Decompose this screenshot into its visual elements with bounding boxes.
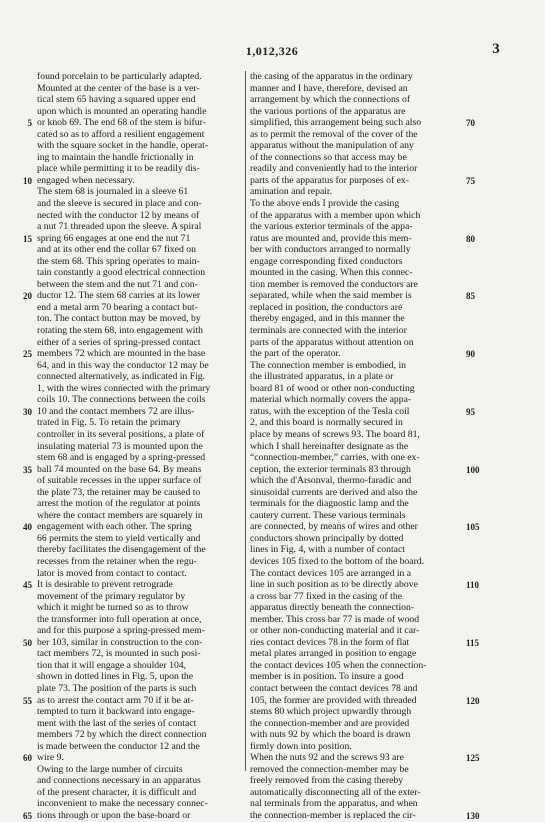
text-line: ball 74 mounted on the base 64. By means (37, 463, 202, 475)
text-line: The connection member is embodied, in (250, 359, 407, 371)
text-line: nal terminals from the apparatus, and when (250, 798, 418, 810)
line-number: 5 (27, 118, 32, 129)
text-line: are connected, by means of wires and other (250, 521, 418, 533)
text-line: is made between the conductor 12 and the (37, 740, 200, 752)
line-number: 125 (466, 753, 480, 764)
text-line: tempted to turn it backward into engage- (37, 706, 195, 718)
text-line: end a metal arm 70 bearing a contact but- (37, 301, 198, 313)
text-line: which it might be turned so as to throw (37, 602, 189, 614)
line-number: 65 (23, 811, 32, 822)
text-line: parts of the apparatus for purposes of ex- (250, 174, 409, 186)
text-line: tion that it will engage a shoulder 104, (37, 659, 187, 671)
text-line: arrangement by which the connections of (250, 94, 411, 106)
text-line: place by means of screws 93. The board 81, (250, 428, 420, 440)
text-line: and for this purpose a spring-pressed mem- (37, 625, 205, 637)
line-number: 10 (23, 175, 32, 186)
text-line: a cross bar 77 fixed in the casing of the (250, 590, 402, 602)
text-line: When the nuts 92 and the screws 93 are (250, 752, 404, 764)
text-line: ception, the exterior terminals 83 through (250, 463, 411, 475)
text-line: which the d'Arsonval, thermo-faradic and (250, 475, 412, 487)
page-number: 3 (492, 41, 500, 57)
text-line: the casing of the apparatus in the ordinary (250, 71, 413, 82)
text-line: replaced in position, the conductors are (250, 301, 403, 313)
text-line: 105, the former are provided with threaded (250, 694, 417, 706)
text-line: Owing to the large number of circuits (37, 763, 183, 775)
text-line: apparatus directly beneath the connection- (250, 602, 415, 614)
text-line: place while permitting it to be readily dis- (37, 163, 200, 175)
line-number: 40 (23, 522, 32, 533)
text-line: a nut 71 threaded upon the sleeve. A spiral (37, 221, 202, 233)
text-line: of suitable recesses in the upper surface of (37, 475, 202, 487)
text-line: members 72 by which the direct connection (37, 729, 207, 741)
text-line: the contact devices 105 when the connection- (250, 659, 427, 671)
line-number: 20 (23, 291, 32, 302)
text-line: ber with conductors arranged to normally (250, 244, 411, 256)
line-number: 35 (23, 464, 32, 475)
text-line: thereby engaged, and in this manner the (250, 313, 405, 325)
text-line: and at its other end the collar 67 fixed on (37, 244, 196, 256)
text-line: ratus, with the exception of the Tesla coil (250, 405, 410, 417)
line-number: 115 (466, 637, 480, 648)
left-text-column (37, 71, 243, 822)
text-line: sinusoidal currents are derived and also the (250, 486, 418, 498)
text-line: contact between the contact devices 78 and (250, 682, 418, 694)
text-line: either of a series of spring-pressed contact (37, 336, 201, 348)
text-line: which I shall hereinafter designate as the (250, 440, 409, 452)
text-line: members 72 which are mounted in the base (37, 348, 206, 360)
right-text-column (250, 71, 460, 822)
text-line: removed the connection-member may be (250, 763, 409, 775)
text-line: of the apparatus with a member upon which (250, 209, 421, 221)
text-line: readily and conveniently had to the interior (250, 163, 418, 175)
text-line: tact members 72, is mounted in such posi- (37, 648, 201, 660)
text-line: freely removed from the casing thereby (250, 775, 404, 787)
text-line: nected with the conductor 12 by means of (37, 209, 200, 221)
text-line: tion member is removed the conductors are (250, 278, 418, 290)
line-number: 75 (466, 175, 475, 186)
text-line: the stem 68. This spring operates to main- (37, 255, 200, 267)
text-line: stem 68 and is engaged by a spring-pressed (37, 452, 206, 464)
text-line: found porcelain to be particularly adapted. (37, 71, 202, 82)
text-line: with nuts 92 by which the board is drawn (250, 729, 411, 741)
text-line: cated so as to afford a resilient engagement (37, 128, 205, 140)
text-line: connected alternatively, as indicated in Fig. (37, 371, 206, 383)
text-line: material which normally covers the appa- (250, 394, 412, 406)
line-number: 85 (466, 291, 475, 302)
text-line: board 81 of wood or other non-conducting (250, 382, 415, 394)
text-line: upon which is mounted an operating handle (37, 105, 207, 117)
text-line: 10 and the contact members 72 are illus- (37, 405, 195, 417)
text-line: arrest the motion of the regulator at points (37, 498, 201, 510)
text-line: or knob 69. The end 68 of the stem is bifur- (37, 117, 206, 129)
text-line: Mounted at the center of the base is a ver- (37, 82, 200, 94)
text-line: conductors shown principally by dotted (250, 532, 404, 544)
text-line: engagement with each other. The spring (37, 521, 192, 533)
text-line: ductor 12. The stem 68 carries at its lower (37, 290, 201, 302)
text-line: controller in its several positions, a plate of (37, 428, 205, 440)
text-line: of the connections so that access may be (250, 151, 407, 163)
text-line: 1, with the wires connected with the primary (37, 382, 211, 394)
text-line: 2, and this board is normally secured in (250, 417, 403, 429)
text-line: the plate 73, the retainer may be caused to (37, 486, 201, 498)
text-line: metal plates arranged in position to engage (250, 648, 417, 660)
text-line: the connection-member and are provided (250, 717, 410, 729)
text-line: mounted in the casing. When this connec- (250, 267, 413, 279)
text-line: It is desirable to prevent retrograde (37, 579, 173, 591)
text-line: terminals are connected with the interior (250, 325, 407, 337)
text-line: The contact devices 105 are arranged in a (250, 567, 412, 579)
text-line: stems 80 which project upwardly through (250, 706, 412, 718)
text-line: the part of the operator. (250, 348, 341, 360)
text-line: lator is moved from contact to contact. (37, 567, 187, 579)
text-line: ing to maintain the handle frictionally in (37, 151, 194, 163)
text-line: as to arrest the contact arm 70 if it be at- (37, 694, 194, 706)
text-line: tain constantly a good electrical connection (37, 267, 206, 279)
text-line: rotating the stem 68, into engagement with (37, 325, 203, 337)
patent-number: 1,012,326 (245, 44, 299, 58)
text-line: engaged when necessary. (37, 174, 135, 186)
text-line: and connections necessary in an apparatus (37, 775, 201, 787)
text-line: member. This cross bar 77 is made of wood (250, 613, 420, 625)
text-line: as to permit the removal of the cover of the (250, 128, 418, 140)
text-line: ment with the last of the series of contact (37, 717, 197, 729)
line-number: 80 (466, 233, 475, 244)
page-header (0, 41, 545, 62)
line-number: 120 (466, 695, 480, 706)
text-line: the various portions of the apparatus are (250, 105, 406, 117)
line-number: 25 (23, 349, 32, 360)
text-line: where the contact members are squarely in (37, 509, 203, 521)
text-line: of the present character, it is difficult and (37, 786, 197, 798)
line-number: 55 (23, 695, 32, 706)
text-line: amination and repair. (250, 186, 333, 198)
text-line: tions through or upon the base-board or (37, 810, 191, 821)
text-line: spring 66 engages at one end the nut 71 (37, 232, 191, 244)
text-line: ratus are mounted and, provide this mem- (250, 232, 412, 244)
text-line: engage corresponding fixed conductors (250, 255, 403, 267)
text-line: ries contact devices 78 in the form of flat (250, 636, 410, 648)
text-line: lines in Fig. 4, with a number of contact (250, 544, 405, 556)
text-line: and the sleeve is secured in place and con- (37, 198, 202, 210)
text-line: recesses from the retainer when the regu- (37, 555, 197, 567)
text-line: shown in dotted lines in Fig. 5, upon the (37, 671, 194, 683)
text-line: firmly down into position. (250, 740, 352, 752)
line-number: 110 (466, 580, 480, 591)
text-line: The stem 68 is journaled in a sleeve 61 (37, 186, 189, 198)
text-line: manner and I have, therefore, devised an (250, 82, 408, 94)
text-line: automatically disconnecting all of the exter- (250, 786, 421, 798)
text-line: the transformer into full operation at once, (37, 613, 202, 625)
line-number: 100 (466, 464, 480, 475)
text-line: parts of the apparatus without attention on (250, 336, 414, 348)
line-number: 95 (466, 406, 475, 417)
text-line: terminals for the diagnostic lamp and the (250, 498, 409, 510)
line-number: 90 (466, 349, 475, 360)
text-line: ber 103, similar in construction to the con- (37, 636, 203, 648)
text-line: the illustrated apparatus, in a plate or (250, 371, 394, 383)
text-line: separated, while when the said member is (250, 290, 412, 302)
line-number: 105 (466, 522, 480, 533)
line-number: 130 (466, 811, 480, 822)
text-line: or other non-conducting material and it car- (250, 625, 420, 637)
text-line: member is in position. To insure a good (250, 671, 404, 683)
line-number: 60 (23, 753, 32, 764)
text-line: coils 10. The connections between the coils (37, 394, 206, 406)
text-line: the various exterior terminals of the appa- (250, 221, 413, 233)
text-line: insulating material 73 is mounted upon the (37, 440, 203, 452)
line-number: 50 (23, 637, 32, 648)
text-line: “connection-member,” carries, with one ex- (250, 452, 420, 464)
text-line: the connection-member is replaced the cir- (250, 810, 416, 821)
line-number: 45 (23, 580, 32, 591)
line-number: 15 (23, 233, 32, 244)
text-line: inconvenient to make the necessary connec- (37, 798, 208, 810)
text-line: devices 105 fixed to the bottom of the board. (250, 555, 425, 567)
text-line: To the above ends I provide the casing (250, 198, 400, 210)
text-line: 64, and in this way the conductor 12 may be (37, 359, 209, 371)
text-line: wire 9. (37, 752, 64, 764)
text-line: plate 73. The position of the parts is such (37, 682, 197, 694)
column-divider (245, 71, 246, 771)
text-line: line in such position as to be directly above (250, 579, 418, 591)
text-line: ton. The contact button may be moved, by (37, 313, 201, 325)
text-line: thereby facilitates the disengagement of the (37, 544, 206, 556)
text-line: cautery current. These various terminals (250, 509, 406, 521)
text-line: apparatus without the manipulation of any (250, 140, 414, 152)
text-line: tical stem 65 having a squared upper end (37, 94, 196, 106)
text-line: simplified, this arrangement being such also (250, 117, 422, 129)
text-line: with the square socket in the handle, operat- (37, 140, 209, 152)
text-line: trated in Fig. 5. To retain the primary (37, 417, 181, 429)
text-line: movement of the primary regulator by (37, 590, 186, 602)
text-line: 66 permits the stem to yield vertically and (37, 532, 201, 544)
line-number: 70 (466, 118, 475, 129)
text-line: between the stem and the nut 71 and con- (37, 278, 198, 290)
line-number: 30 (23, 406, 32, 417)
